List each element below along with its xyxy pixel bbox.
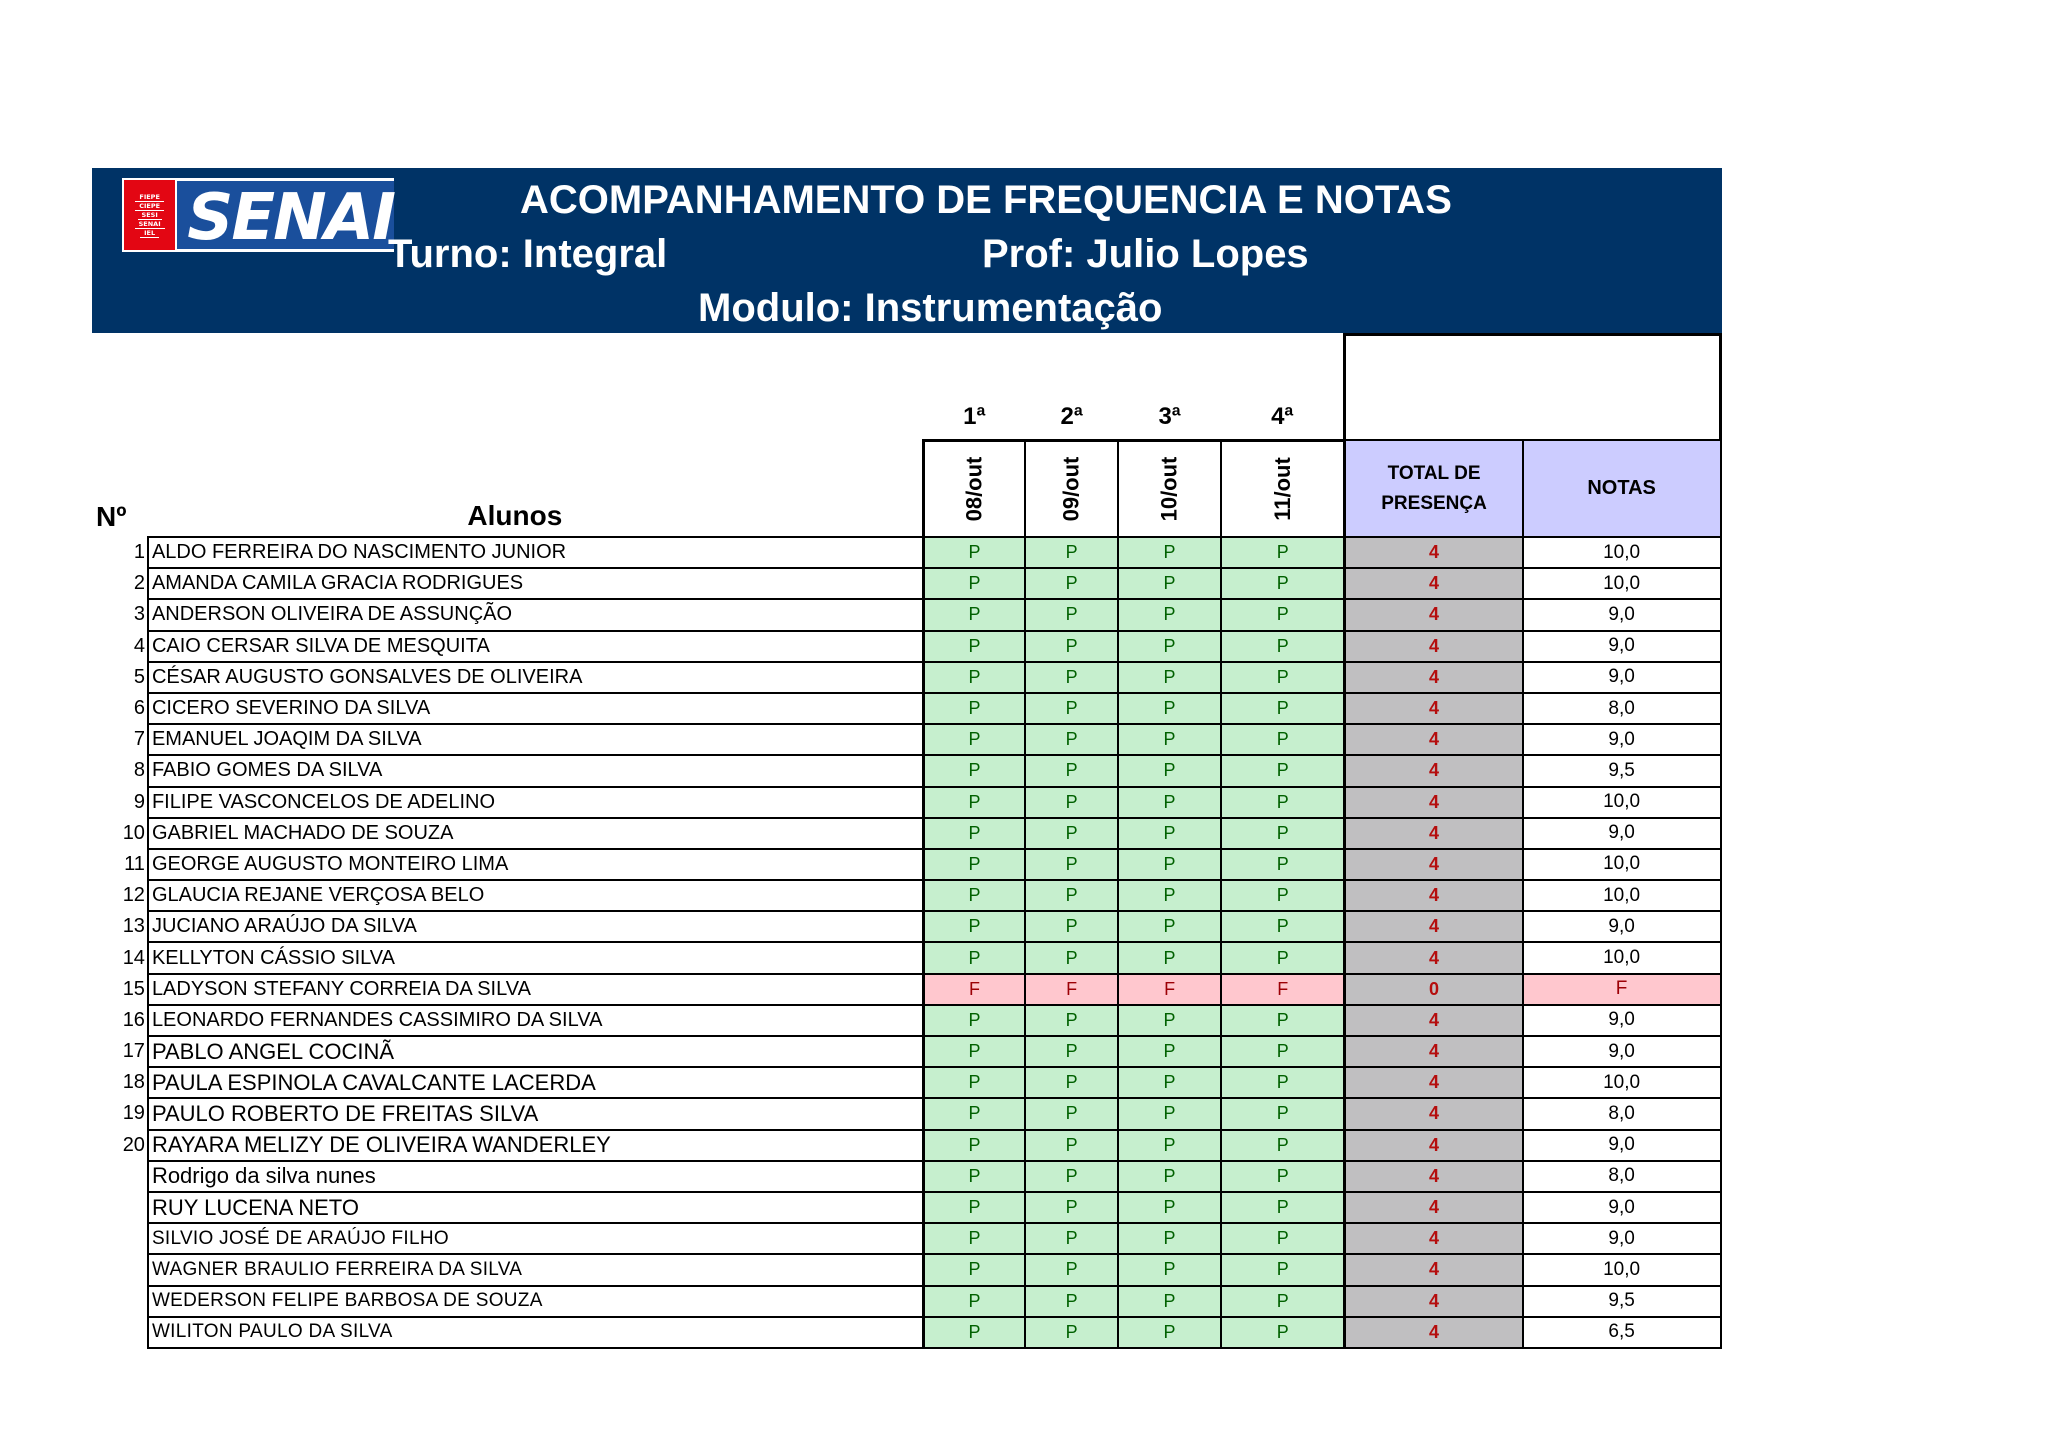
student-name: JUCIANO ARAÚJO DA SILVA bbox=[148, 911, 923, 942]
attendance-cell: P bbox=[1118, 1223, 1221, 1254]
attendance-cell: P bbox=[1118, 662, 1221, 693]
attendance-cell: P bbox=[1025, 599, 1118, 630]
attendance-cell: P bbox=[1118, 1317, 1221, 1348]
professor-label: Prof: Julio Lopes bbox=[982, 232, 1309, 276]
attendance-cell: P bbox=[923, 568, 1025, 599]
attendance-cell: P bbox=[1221, 1223, 1345, 1254]
attendance-cell: P bbox=[923, 537, 1025, 568]
grade-cell: 9,0 bbox=[1523, 599, 1721, 630]
session-date: 08/out bbox=[961, 456, 987, 522]
student-name: WILITON PAULO DA SILVA bbox=[148, 1317, 923, 1348]
session-ordinal: 4ª bbox=[1271, 402, 1294, 430]
student-number bbox=[92, 1254, 148, 1285]
grade-cell: 9,0 bbox=[1523, 1005, 1721, 1036]
attendance-cell: P bbox=[1221, 911, 1345, 942]
student-number: 10 bbox=[122, 821, 145, 844]
attendance-cell: P bbox=[1118, 1192, 1221, 1223]
number-column-header: Nº bbox=[96, 501, 127, 532]
page-title: ACOMPANHAMENTO DE FREQUENCIA E NOTAS bbox=[520, 178, 1452, 222]
student-name: RAYARA MELIZY DE OLIVEIRA WANDERLEY bbox=[148, 1130, 923, 1161]
session-date: 09/out bbox=[1058, 456, 1084, 522]
attendance-cell: P bbox=[1118, 1036, 1221, 1067]
table-row bbox=[92, 1161, 1721, 1192]
student-number: 18 bbox=[122, 1071, 145, 1094]
grade-cell: 9,0 bbox=[1523, 1036, 1721, 1067]
attendance-cell: P bbox=[1221, 537, 1345, 568]
grade-cell: F bbox=[1523, 974, 1721, 1005]
attendance-cell: P bbox=[1025, 1005, 1118, 1036]
attendance-cell: P bbox=[1025, 818, 1118, 849]
attendance-cell: F bbox=[1118, 974, 1221, 1005]
table-row bbox=[92, 568, 1721, 599]
table-row bbox=[92, 724, 1721, 755]
total-presence-cell: 4 bbox=[1345, 568, 1523, 599]
student-number bbox=[92, 1161, 148, 1192]
attendance-cell: P bbox=[923, 787, 1025, 818]
total-presence-cell: 4 bbox=[1345, 1067, 1523, 1098]
total-presence-cell: 4 bbox=[1345, 787, 1523, 818]
student-number: 7 bbox=[133, 728, 145, 751]
grade-cell: 9,0 bbox=[1523, 1130, 1721, 1161]
attendance-cell: P bbox=[923, 1067, 1025, 1098]
attendance-cell: P bbox=[1118, 724, 1221, 755]
total-presence-cell: 4 bbox=[1345, 631, 1523, 662]
session-ordinal: 1ª bbox=[963, 402, 986, 430]
student-name: GLAUCIA REJANE VERÇOSA BELO bbox=[148, 880, 923, 911]
total-presence-cell: 4 bbox=[1345, 1130, 1523, 1161]
logo-badge-line: IEL bbox=[140, 229, 159, 238]
attendance-cell: P bbox=[1025, 1223, 1118, 1254]
attendance-cell: P bbox=[1118, 1067, 1221, 1098]
grade-cell: 10,0 bbox=[1523, 537, 1721, 568]
total-presence-cell: 4 bbox=[1345, 942, 1523, 973]
table-row bbox=[92, 1098, 1721, 1129]
student-name: EMANUEL JOAQIM DA SILVA bbox=[148, 724, 923, 755]
student-name: ANDERSON OLIVEIRA DE ASSUNÇÃO bbox=[148, 599, 923, 630]
student-number: 15 bbox=[122, 977, 145, 1000]
grade-cell: 9,0 bbox=[1523, 1192, 1721, 1223]
total-presence-header bbox=[1345, 440, 1523, 537]
attendance-cell: P bbox=[923, 1005, 1025, 1036]
grade-cell: 9,0 bbox=[1523, 818, 1721, 849]
student-name: WAGNER BRAULIO FERREIRA DA SILVA bbox=[148, 1254, 923, 1285]
attendance-cell: P bbox=[1118, 1098, 1221, 1129]
attendance-cell: P bbox=[923, 1317, 1025, 1348]
attendance-cell: P bbox=[1025, 1036, 1118, 1067]
grade-cell: 9,0 bbox=[1523, 631, 1721, 662]
attendance-cell: P bbox=[1221, 724, 1345, 755]
attendance-cell: P bbox=[1221, 693, 1345, 724]
attendance-cell: P bbox=[1118, 1254, 1221, 1285]
attendance-cell: P bbox=[923, 818, 1025, 849]
attendance-cell: F bbox=[923, 974, 1025, 1005]
grade-cell: 9,0 bbox=[1523, 1223, 1721, 1254]
student-number: 13 bbox=[122, 915, 145, 938]
total-presence-cell: 4 bbox=[1345, 662, 1523, 693]
student-name: GABRIEL MACHADO DE SOUZA bbox=[148, 818, 923, 849]
grade-cell: 8,0 bbox=[1523, 1098, 1721, 1129]
attendance-cell: P bbox=[1025, 693, 1118, 724]
grade-cell: 8,0 bbox=[1523, 1161, 1721, 1192]
table-row bbox=[92, 880, 1721, 911]
student-name: FABIO GOMES DA SILVA bbox=[148, 755, 923, 786]
table-row bbox=[92, 631, 1721, 662]
attendance-cell: P bbox=[1118, 818, 1221, 849]
attendance-cell: P bbox=[1025, 1130, 1118, 1161]
attendance-cell: P bbox=[923, 631, 1025, 662]
student-number: 12 bbox=[122, 884, 145, 907]
attendance-cell: P bbox=[1025, 568, 1118, 599]
student-name: AMANDA CAMILA GRACIA RODRIGUES bbox=[148, 568, 923, 599]
grade-cell: 9,0 bbox=[1523, 724, 1721, 755]
student-name: GEORGE AUGUSTO MONTEIRO LIMA bbox=[148, 849, 923, 880]
grade-cell: 9,0 bbox=[1523, 662, 1721, 693]
total-presence-cell: 4 bbox=[1345, 818, 1523, 849]
student-number: 8 bbox=[133, 759, 145, 782]
attendance-cell: P bbox=[1118, 911, 1221, 942]
total-presence-cell: 0 bbox=[1345, 974, 1523, 1005]
student-name: PAULO ROBERTO DE FREITAS SILVA bbox=[148, 1098, 923, 1129]
attendance-cell: P bbox=[1118, 1286, 1221, 1317]
attendance-cell: P bbox=[1221, 1036, 1345, 1067]
student-name: FILIPE VASCONCELOS DE ADELINO bbox=[148, 787, 923, 818]
total-presence-cell: 4 bbox=[1345, 537, 1523, 568]
attendance-cell: F bbox=[1025, 974, 1118, 1005]
student-number: 4 bbox=[133, 634, 145, 657]
attendance-cell: P bbox=[1221, 1161, 1345, 1192]
total-presence-cell: 4 bbox=[1345, 1254, 1523, 1285]
table-row bbox=[92, 1036, 1721, 1067]
attendance-cell: P bbox=[923, 1098, 1025, 1129]
attendance-cell: P bbox=[1118, 849, 1221, 880]
attendance-cell: P bbox=[923, 662, 1025, 693]
session-date-header bbox=[1221, 440, 1345, 537]
student-name: PAULA ESPINOLA CAVALCANTE LACERDA bbox=[148, 1067, 923, 1098]
total-presence-cell: 4 bbox=[1345, 599, 1523, 630]
attendance-cell: P bbox=[1221, 1317, 1345, 1348]
table-row bbox=[92, 662, 1721, 693]
table-row bbox=[92, 1254, 1721, 1285]
student-name: WEDERSON FELIPE BARBOSA DE SOUZA bbox=[148, 1286, 923, 1317]
grade-cell: 9,5 bbox=[1523, 755, 1721, 786]
attendance-cell: P bbox=[1025, 1254, 1118, 1285]
attendance-sheet bbox=[92, 168, 1722, 1349]
total-presence-cell: 4 bbox=[1345, 1286, 1523, 1317]
attendance-cell: P bbox=[923, 1286, 1025, 1317]
attendance-cell: P bbox=[1221, 1067, 1345, 1098]
grade-cell: 6,5 bbox=[1523, 1317, 1721, 1348]
table-row bbox=[92, 1223, 1721, 1254]
student-number: 14 bbox=[122, 946, 145, 969]
student-number: 1 bbox=[133, 541, 145, 564]
total-presence-cell: 4 bbox=[1345, 880, 1523, 911]
grade-cell: 10,0 bbox=[1523, 942, 1721, 973]
table-row bbox=[92, 693, 1721, 724]
attendance-cell: P bbox=[1221, 849, 1345, 880]
attendance-cell: P bbox=[1025, 849, 1118, 880]
attendance-cell: P bbox=[1025, 631, 1118, 662]
total-presence-header-line: TOTAL DE bbox=[1387, 462, 1481, 484]
total-presence-cell: 4 bbox=[1345, 1098, 1523, 1129]
session-date-header bbox=[1118, 440, 1221, 537]
attendance-table bbox=[92, 333, 1722, 1349]
student-number: 19 bbox=[122, 1102, 145, 1125]
attendance-cell: P bbox=[1118, 880, 1221, 911]
grade-cell: 9,5 bbox=[1523, 1286, 1721, 1317]
table-row bbox=[92, 1067, 1721, 1098]
attendance-cell: P bbox=[1221, 1192, 1345, 1223]
student-number bbox=[92, 1286, 148, 1317]
header-blank-box bbox=[1345, 335, 1721, 441]
attendance-cell: P bbox=[923, 880, 1025, 911]
attendance-cell: P bbox=[1118, 537, 1221, 568]
total-presence-cell: 4 bbox=[1345, 1192, 1523, 1223]
attendance-cell: P bbox=[923, 911, 1025, 942]
attendance-cell: P bbox=[1118, 1161, 1221, 1192]
student-name: SILVIO JOSÉ DE ARAÚJO FILHO bbox=[148, 1223, 923, 1254]
attendance-cell: P bbox=[923, 755, 1025, 786]
student-number: 16 bbox=[122, 1008, 145, 1031]
attendance-cell: P bbox=[1118, 787, 1221, 818]
attendance-cell: P bbox=[1221, 568, 1345, 599]
attendance-cell: P bbox=[1221, 787, 1345, 818]
grade-cell: 10,0 bbox=[1523, 1254, 1721, 1285]
total-presence-cell: 4 bbox=[1345, 1317, 1523, 1348]
table-row bbox=[92, 537, 1721, 568]
attendance-cell: P bbox=[923, 1161, 1025, 1192]
attendance-cell: P bbox=[1221, 1130, 1345, 1161]
session-ordinal: 3ª bbox=[1158, 402, 1181, 430]
header-banner bbox=[92, 168, 1722, 333]
student-number bbox=[92, 1317, 148, 1348]
total-presence-cell: 4 bbox=[1345, 1223, 1523, 1254]
session-date: 11/out bbox=[1269, 456, 1295, 521]
attendance-cell: P bbox=[1118, 599, 1221, 630]
grade-cell: 8,0 bbox=[1523, 693, 1721, 724]
attendance-cell: P bbox=[1025, 1067, 1118, 1098]
attendance-cell: P bbox=[923, 693, 1025, 724]
table-row bbox=[92, 974, 1721, 1005]
student-number: 17 bbox=[122, 1040, 145, 1063]
table-row bbox=[92, 1130, 1721, 1161]
student-name: CÉSAR AUGUSTO GONSALVES DE OLIVEIRA bbox=[148, 662, 923, 693]
total-presence-cell: 4 bbox=[1345, 755, 1523, 786]
grade-cell: 10,0 bbox=[1523, 849, 1721, 880]
attendance-cell: P bbox=[1221, 1254, 1345, 1285]
attendance-cell: P bbox=[1025, 787, 1118, 818]
column-header-row bbox=[92, 440, 1721, 537]
student-name: RUY LUCENA NETO bbox=[148, 1192, 923, 1223]
student-number: 3 bbox=[133, 603, 145, 626]
student-number: 6 bbox=[133, 697, 145, 720]
student-name: CICERO SEVERINO DA SILVA bbox=[148, 693, 923, 724]
attendance-cell: P bbox=[1025, 724, 1118, 755]
table-row bbox=[92, 1286, 1721, 1317]
attendance-cell: P bbox=[1221, 880, 1345, 911]
turno-label: Turno: Integral bbox=[388, 232, 668, 276]
attendance-cell: P bbox=[923, 942, 1025, 973]
senai-logo bbox=[122, 178, 394, 255]
total-presence-cell: 4 bbox=[1345, 1161, 1523, 1192]
total-presence-cell: 4 bbox=[1345, 911, 1523, 942]
attendance-cell: P bbox=[1221, 1005, 1345, 1036]
total-presence-cell: 4 bbox=[1345, 724, 1523, 755]
grades-column-header: NOTAS bbox=[1523, 440, 1721, 537]
student-number bbox=[92, 1223, 148, 1254]
grade-cell: 9,0 bbox=[1523, 911, 1721, 942]
student-name: LADYSON STEFANY CORREIA DA SILVA bbox=[148, 974, 923, 1005]
session-ordinal-row bbox=[92, 335, 1721, 441]
attendance-cell: P bbox=[1221, 599, 1345, 630]
table-row bbox=[92, 787, 1721, 818]
attendance-cell: P bbox=[1221, 942, 1345, 973]
attendance-cell: P bbox=[923, 1192, 1025, 1223]
attendance-cell: P bbox=[923, 1036, 1025, 1067]
attendance-cell: P bbox=[1025, 911, 1118, 942]
student-name: PABLO ANGEL COCINÃ bbox=[148, 1036, 923, 1067]
table-row bbox=[92, 755, 1721, 786]
total-presence-cell: 4 bbox=[1345, 1036, 1523, 1067]
table-row bbox=[92, 599, 1721, 630]
attendance-cell: P bbox=[1025, 1317, 1118, 1348]
logo-badge-line: SESI bbox=[138, 211, 162, 220]
table-row bbox=[92, 1005, 1721, 1036]
grade-cell: 10,0 bbox=[1523, 787, 1721, 818]
attendance-cell: P bbox=[1221, 1286, 1345, 1317]
attendance-cell: P bbox=[1025, 662, 1118, 693]
logo-badge-line: SENAI bbox=[135, 220, 165, 229]
modulo-label: Modulo: Instrumentação bbox=[698, 286, 1163, 330]
total-presence-cell: 4 bbox=[1345, 849, 1523, 880]
attendance-cell: P bbox=[1118, 1005, 1221, 1036]
session-ordinal: 2ª bbox=[1060, 402, 1083, 430]
session-date: 10/out bbox=[1156, 456, 1182, 522]
attendance-cell: P bbox=[1118, 693, 1221, 724]
attendance-cell: P bbox=[1025, 1161, 1118, 1192]
attendance-cell: P bbox=[923, 1130, 1025, 1161]
grade-cell: 10,0 bbox=[1523, 1067, 1721, 1098]
attendance-cell: P bbox=[1025, 1098, 1118, 1129]
student-number: 20 bbox=[122, 1133, 145, 1156]
attendance-cell: P bbox=[923, 599, 1025, 630]
student-number: 9 bbox=[133, 790, 145, 813]
attendance-cell: P bbox=[1025, 537, 1118, 568]
attendance-cell: P bbox=[1118, 1130, 1221, 1161]
attendance-cell: P bbox=[1025, 755, 1118, 786]
attendance-cell: P bbox=[1221, 1098, 1345, 1129]
student-name: Rodrigo da silva nunes bbox=[148, 1161, 923, 1192]
attendance-cell: P bbox=[1221, 755, 1345, 786]
attendance-cell: P bbox=[923, 724, 1025, 755]
student-number: 2 bbox=[133, 572, 145, 595]
attendance-cell: P bbox=[1221, 631, 1345, 662]
logo-badge bbox=[122, 178, 177, 252]
attendance-cell: P bbox=[1025, 942, 1118, 973]
attendance-cell: P bbox=[923, 1223, 1025, 1254]
student-name: KELLYTON CÁSSIO SILVA bbox=[148, 942, 923, 973]
student-number bbox=[92, 1192, 148, 1223]
student-rows bbox=[92, 537, 1721, 1348]
student-number: 5 bbox=[133, 665, 145, 688]
attendance-cell: P bbox=[1025, 880, 1118, 911]
attendance-cell: P bbox=[1118, 755, 1221, 786]
total-presence-cell: 4 bbox=[1345, 1005, 1523, 1036]
student-number: 11 bbox=[124, 852, 145, 875]
table-row bbox=[92, 1317, 1721, 1348]
attendance-cell: P bbox=[1221, 662, 1345, 693]
logo-wordmark: SENAI bbox=[177, 178, 394, 252]
attendance-cell: P bbox=[923, 849, 1025, 880]
grade-cell: 10,0 bbox=[1523, 880, 1721, 911]
attendance-cell: P bbox=[1025, 1192, 1118, 1223]
logo-badge-line: FIEPE bbox=[135, 193, 164, 202]
table-row bbox=[92, 818, 1721, 849]
attendance-cell: F bbox=[1221, 974, 1345, 1005]
table-row bbox=[92, 849, 1721, 880]
student-name: LEONARDO FERNANDES CASSIMIRO DA SILVA bbox=[148, 1005, 923, 1036]
attendance-cell: P bbox=[923, 1254, 1025, 1285]
students-column-header: Alunos bbox=[467, 500, 563, 531]
attendance-cell: P bbox=[1221, 818, 1345, 849]
attendance-cell: P bbox=[1118, 942, 1221, 973]
table-row bbox=[92, 1192, 1721, 1223]
attendance-cell: P bbox=[1118, 568, 1221, 599]
grade-cell: 10,0 bbox=[1523, 568, 1721, 599]
student-name: CAIO CERSAR SILVA DE MESQUITA bbox=[148, 631, 923, 662]
student-name: ALDO FERREIRA DO NASCIMENTO JUNIOR bbox=[148, 537, 923, 568]
attendance-cell: P bbox=[1118, 631, 1221, 662]
session-date-header bbox=[1025, 440, 1118, 537]
table-row bbox=[92, 942, 1721, 973]
total-presence-header-line: PRESENÇA bbox=[1381, 492, 1487, 514]
total-presence-cell: 4 bbox=[1345, 693, 1523, 724]
table-row bbox=[92, 911, 1721, 942]
logo-badge-line: CIEPE bbox=[135, 202, 164, 211]
attendance-cell: P bbox=[1025, 1286, 1118, 1317]
session-date-header bbox=[923, 440, 1025, 537]
